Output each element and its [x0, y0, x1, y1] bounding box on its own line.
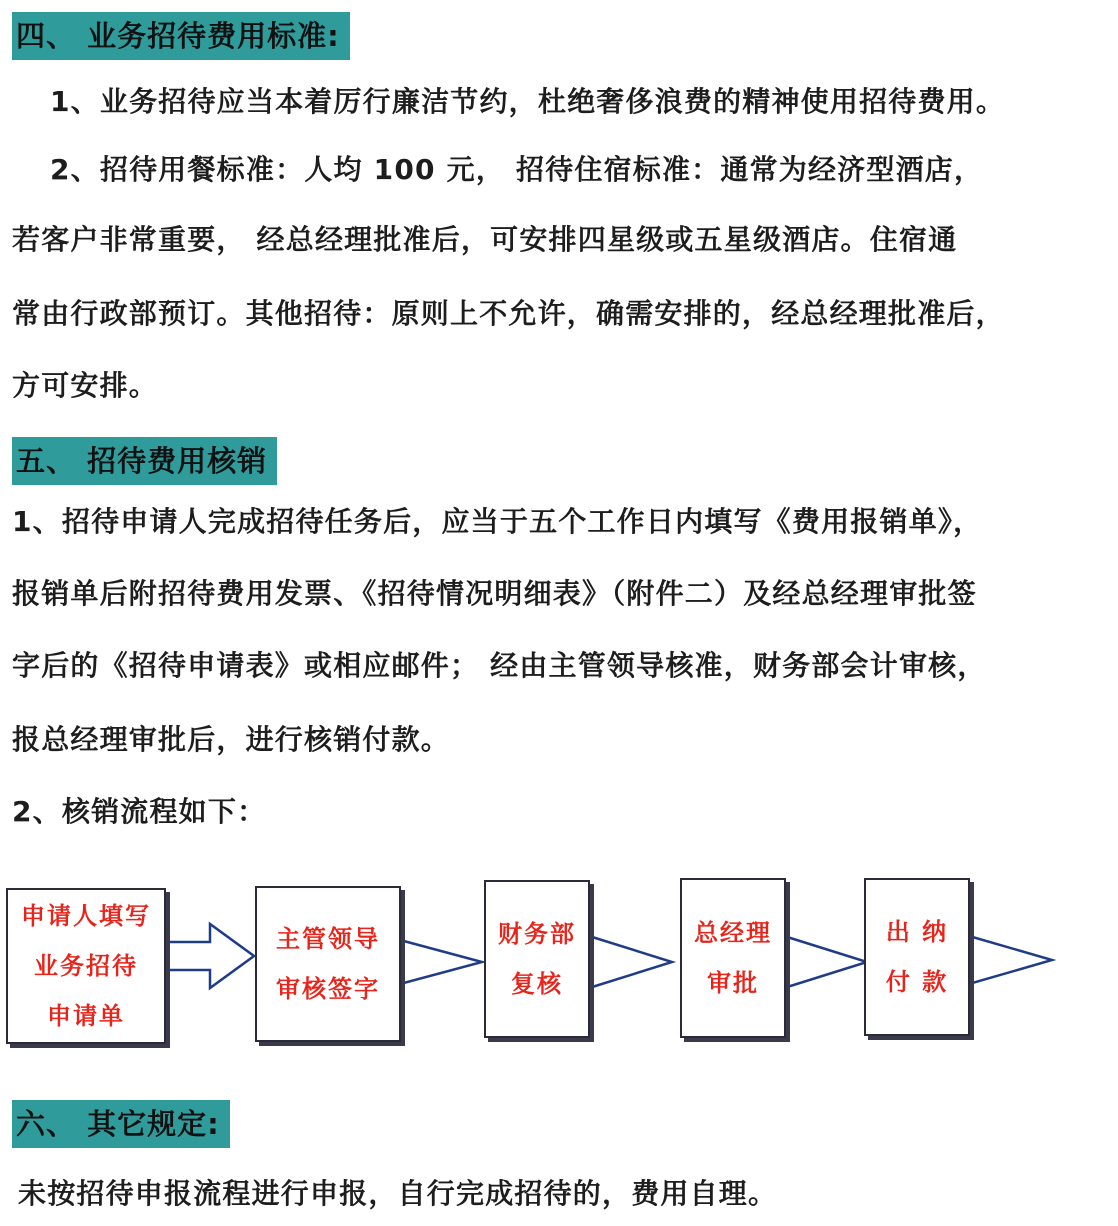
section-5-line-4: 报总经理审批后，进行核销付款。: [12, 723, 451, 756]
section-5-heading: 五、 招待费用核销: [12, 437, 277, 485]
section-4-line-1: 1、业务招待应当本着厉行廉洁节约，杜绝奢侈浪费的精神使用招待费用。: [50, 85, 1006, 118]
section-5-line-2: 报销单后附招待费用发票、《招待情况明细表》（附件二）及经总经理审批签: [12, 577, 977, 610]
flow-step-5-line-2: 付 款: [885, 968, 949, 996]
flow-arrow-4: [784, 936, 867, 988]
flow-step-1: [6, 888, 166, 1044]
flow-step-5: [864, 878, 970, 1036]
flow-step-2-line-2: 审核签字: [276, 975, 380, 1003]
flow-step-3: [484, 880, 590, 1038]
section-6-heading: 六、 其它规定:: [12, 1100, 230, 1148]
section-5-line-1: 1、招待申请人完成招待任务后，应当于五个工作日内填写《费用报销单》，: [12, 505, 983, 538]
flow-step-2: [255, 886, 401, 1042]
section-4-heading: 四、 业务招待费用标准:: [12, 12, 350, 60]
flow-step-1-line-2: 业务招待: [34, 952, 138, 980]
flow-step-4-line-2: 审批: [707, 969, 759, 997]
flow-step-4: [680, 878, 786, 1038]
section-4-line-2: 2、招待用餐标准：人均 100 元， 招待住宿标准：通常为经济型酒店，: [50, 153, 984, 186]
flow-arrow-3: [589, 936, 672, 988]
section-4-line-5: 方可安排。: [12, 369, 159, 402]
flow-arrow-2: [400, 940, 482, 984]
section-5-line-3: 字后的《招待申请表》或相应邮件； 经由主管领导核准，财务部会计审核，: [12, 649, 987, 682]
flow-step-1-line-3: 申请单: [47, 1002, 125, 1030]
flow-step-1-line-1: 申请人填写: [21, 902, 151, 930]
flow-step-4-line-1: 总经理: [694, 919, 772, 947]
flow-arrow-1: [166, 924, 254, 988]
section-4-line-4: 常由行政部预订。其他招待：原则上不允许，确需安排的，经总经理批准后，: [12, 297, 1005, 330]
flow-step-3-line-2: 复核: [511, 970, 563, 998]
flow-step-5-line-1: 出 纳: [885, 918, 949, 946]
section-6-line-1: 未按招待申报流程进行申报，自行完成招待的，费用自理。: [18, 1177, 778, 1210]
section-4-line-3: 若客户非常重要， 经总经理批准后，可安排四星级或五星级酒店。住宿通: [12, 223, 958, 256]
flow-step-3-line-1: 财务部: [498, 920, 576, 948]
flow-step-2-line-1: 主管领导: [276, 925, 380, 953]
flow-arrow-5: [969, 936, 1052, 984]
section-5-line-5: 2、核销流程如下：: [12, 795, 267, 828]
reimbursement-flowchart: [0, 870, 1118, 1060]
